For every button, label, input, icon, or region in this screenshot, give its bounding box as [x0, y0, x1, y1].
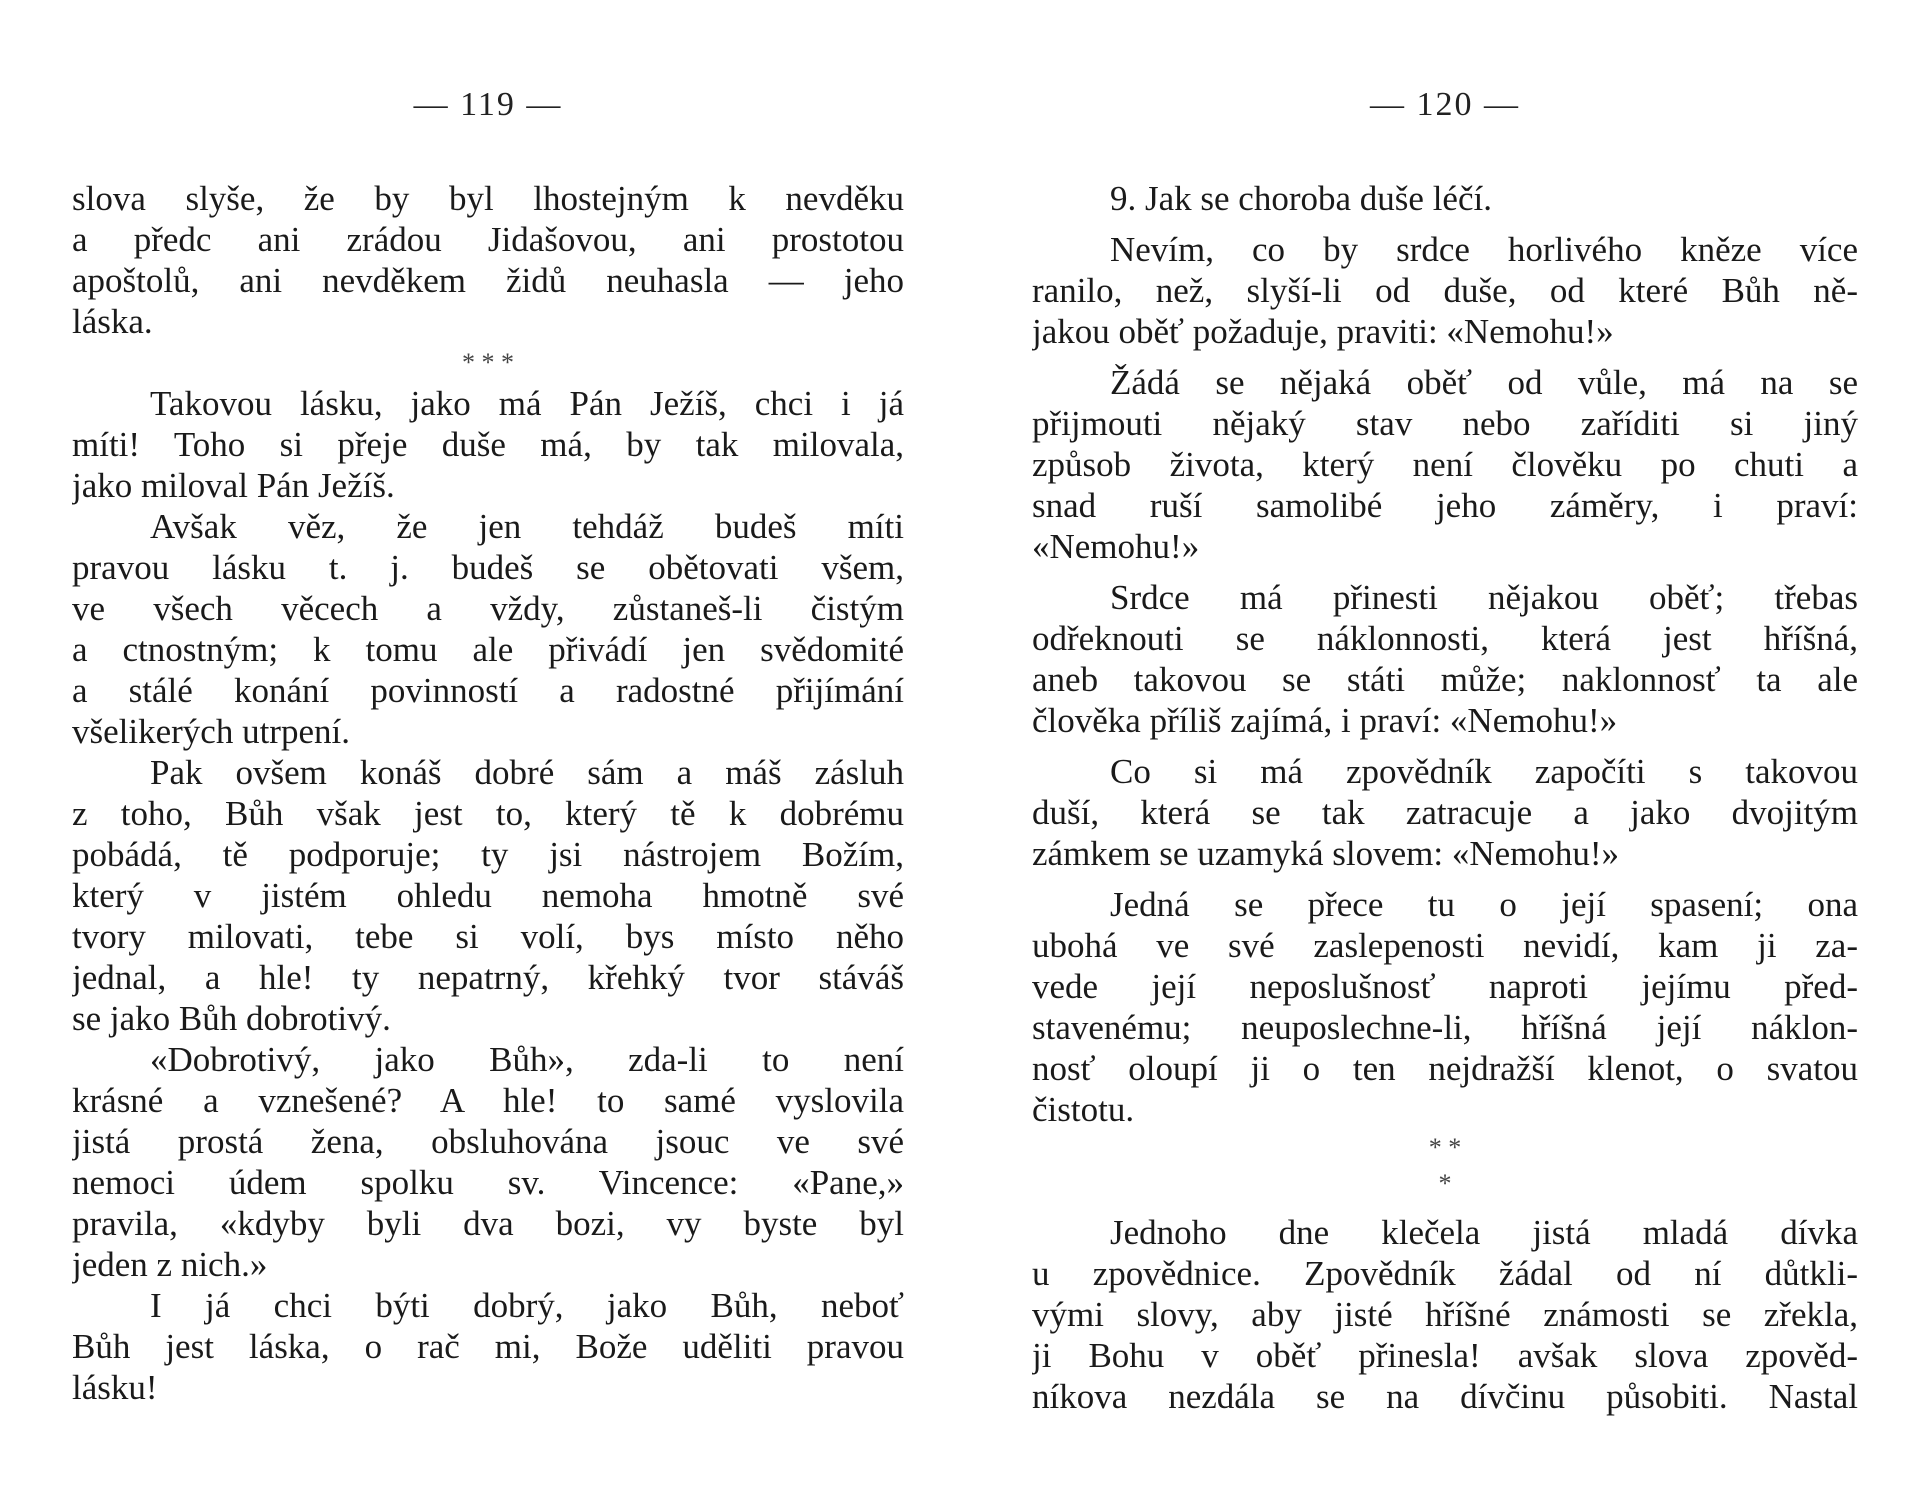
text-line: I já chci býti dobrý, jako Bůh, neboť	[150, 1286, 904, 1325]
text-line: čistotu.	[1032, 1090, 1135, 1129]
text-line: pravila, «kdyby byli dva bozi, vy byste byl	[72, 1204, 904, 1243]
text-line: Takovou lásku, jako má Pán Ježíš, chci i já	[150, 384, 904, 423]
text-line: Jednoho dne klečela jistá mladá dívka	[1110, 1213, 1858, 1252]
text-line: Srdce má přinesti nějakou oběť; třebas	[1110, 578, 1858, 617]
text-line: se jako Bůh dobrotivý.	[72, 999, 391, 1038]
section-separator: * * *	[462, 348, 514, 377]
page-text	[1032, 178, 1858, 1417]
text-line: vede její neposlušnosť naproti jejímu před-	[1032, 967, 1858, 1006]
text-line: nemoci údem spolku sv. Vincence: «Pane,»	[72, 1163, 904, 1202]
section-separator: * *	[1428, 1133, 1462, 1162]
text-line: ji Bohu v oběť přinesla! avšak slova zpověd-	[1032, 1336, 1858, 1375]
text-line: krásné a vznešené? A hle! to samé vyslovila	[72, 1081, 904, 1120]
text-line: a ctnostným; k tomu ale přivádí jen svědomité	[72, 630, 904, 669]
text-line: pravou lásku t. j. budeš se obětovati všem,	[72, 548, 904, 587]
left-page	[72, 0, 904, 1500]
page-number: — 120 —	[1370, 86, 1520, 123]
text-line: Žádá se nějaká oběť od vůle, má na se	[1110, 363, 1858, 402]
text-line: odřeknouti se náklonnosti, která jest hříšná,	[1032, 619, 1858, 658]
text-line: Jedná se přece tu o její spasení; ona	[1110, 885, 1858, 924]
text-line: ubohá ve své zaslepenosti nevidí, kam ji za-	[1032, 926, 1858, 965]
text-line: Avšak věz, že jen tehdáž budeš míti	[150, 507, 904, 546]
text-line: míti! Toho si přeje duše má, by tak milovala,	[72, 425, 904, 464]
text-line: Pak ovšem konáš dobré sám a máš zásluh	[150, 753, 904, 792]
text-line: «Nemohu!»	[1032, 527, 1200, 566]
text-line: aneb takovou se státi může; naklonnosť ta ale	[1032, 660, 1858, 699]
text-line: jednal, a hle! ty nepatrný, křehký tvor stáváš	[72, 958, 904, 997]
text-line: a stálé konání povinností a radostné přijímání	[72, 671, 904, 710]
text-line: apoštolů, ani nevděkem židů neuhasla — jeho	[72, 261, 904, 300]
page-number: — 119 —	[413, 86, 563, 123]
text-line: přijmouti nějaký stav nebo zaříditi si jiný	[1032, 404, 1858, 443]
text-line: ranilo, než, slyší-li od duše, od které Bůh ně-	[1032, 271, 1858, 310]
text-line: Bůh jest láska, o rač mi, Bože uděliti pravou	[72, 1327, 904, 1366]
text-line: který v jistém ohledu nemoha hmotně své	[72, 876, 904, 915]
text-line: všelikerých utrpení.	[72, 712, 350, 751]
text-line: z toho, Bůh však jest to, který tě k dobrému	[72, 794, 904, 833]
text-line: pobádá, tě podporuje; ty jsi nástrojem Božím,	[72, 835, 904, 874]
section-separator: *	[1438, 1169, 1452, 1198]
text-line: stavenému; neuposlechne-li, hříšná její náklon-	[1032, 1008, 1858, 1047]
chapter-heading: 9. Jak se choroba duše léčí.	[1110, 179, 1492, 218]
text-line: tvory milovati, tebe si volí, bys místo něho	[72, 917, 904, 956]
text-line: vými slovy, aby jisté hříšné známosti se zřekla,	[1032, 1295, 1858, 1334]
text-line: «Dobrotivý, jako Bůh», zda-li to není	[150, 1040, 904, 1079]
page-text	[72, 178, 904, 1408]
text-line: níkova nezdála se na dívčinu působiti. Nastal	[1032, 1377, 1858, 1416]
text-line: ve všech věcech a vždy, zůstaneš-li čistým	[72, 589, 904, 628]
text-line: Co si má zpovědník započíti s takovou	[1110, 752, 1858, 791]
text-line: jakou oběť požaduje, praviti: «Nemohu!»	[1032, 312, 1614, 351]
text-line: Nevím, co by srdce horlivého kněze více	[1110, 230, 1858, 269]
text-line: a předc ani zrádou Jidašovou, ani prostotou	[72, 220, 904, 259]
text-line: slova slyše, že by byl lhostejným k nevděku	[72, 179, 904, 218]
text-line: lásku!	[72, 1368, 158, 1407]
text-line: duší, která se tak zatracuje a jako dvojitým	[1032, 793, 1858, 832]
text-line: láska.	[72, 302, 153, 341]
text-line: zámkem se uzamyká slovem: «Nemohu!»	[1032, 834, 1620, 873]
right-page	[1032, 0, 1858, 1500]
text-line: snad ruší samolibé jeho záměry, i praví:	[1032, 486, 1858, 525]
text-line: způsob života, který není člověku po chuti a	[1032, 445, 1858, 484]
text-line: nosť oloupí ji o ten nejdražší klenot, o svatou	[1032, 1049, 1858, 1088]
text-line: u zpovědnice. Zpovědník žádal od ní důtkli-	[1032, 1254, 1858, 1293]
text-line: jeden z nich.»	[72, 1245, 268, 1284]
text-line: jako miloval Pán Ježíš.	[72, 466, 395, 505]
text-line: člověka příliš zajímá, i praví: «Nemohu!»	[1032, 701, 1618, 740]
text-line: jistá prostá žena, obsluhována jsouc ve své	[72, 1122, 904, 1161]
